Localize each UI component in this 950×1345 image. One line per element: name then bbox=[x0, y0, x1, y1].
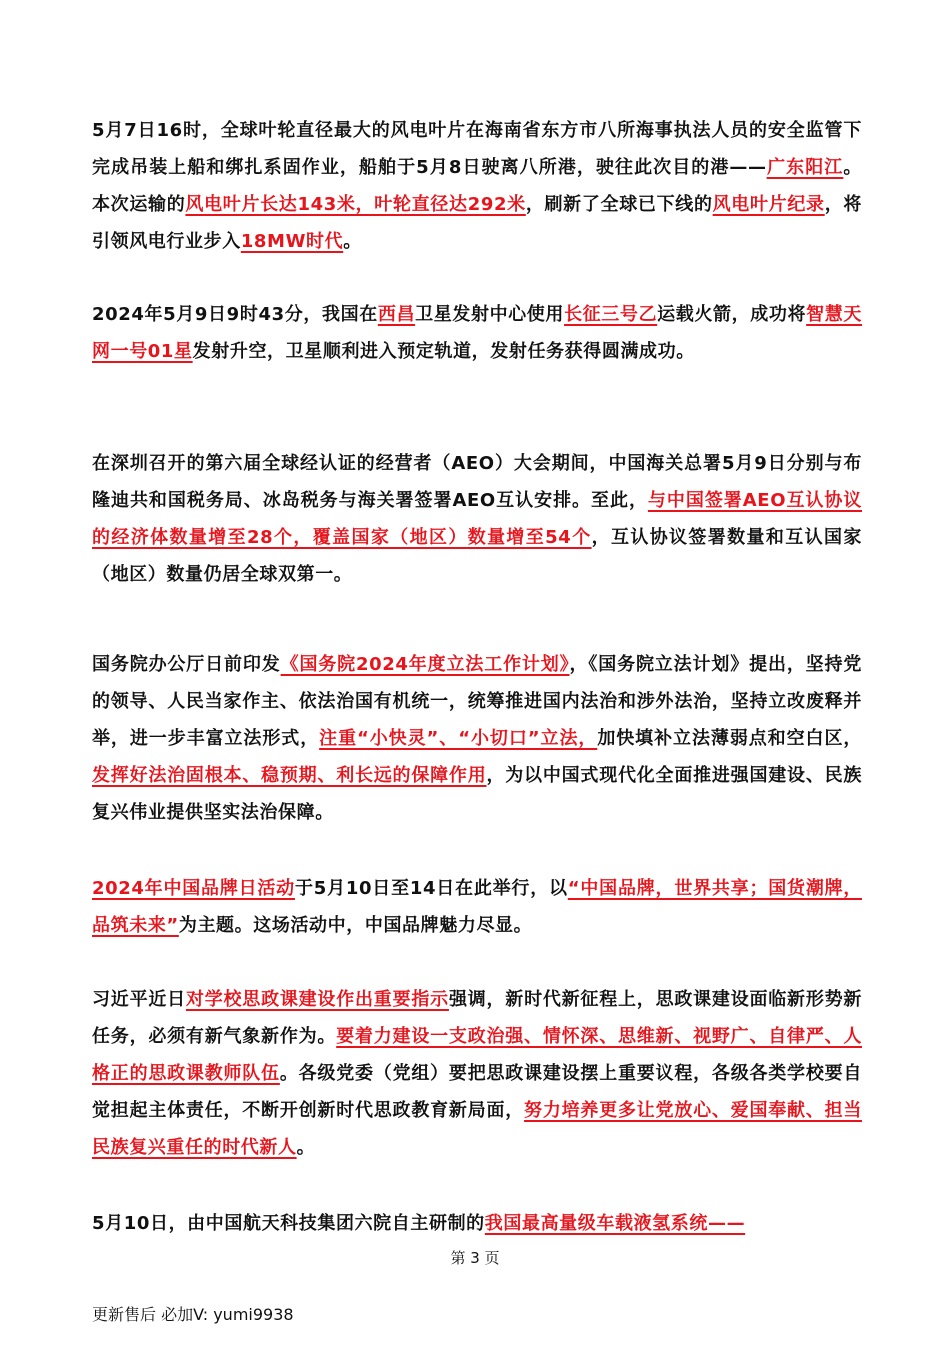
highlighted-text: 广东阳江 bbox=[766, 157, 844, 178]
paragraph-aeo-agreement bbox=[92, 445, 862, 593]
text-segment: 。本次运输的 bbox=[92, 157, 862, 215]
paragraph-ideological-course bbox=[92, 981, 862, 1166]
page-number: 第 3 页 bbox=[450, 1249, 500, 1267]
text-segment: ，互认协议签署数量和互认国家（地区）数量仍居全球双第一。 bbox=[92, 527, 862, 585]
highlighted-text: 《国务院2024年度立法工作计划》 bbox=[280, 654, 570, 675]
text-segment: 。 bbox=[296, 1137, 316, 1158]
text-segment: 发射升空，卫星顺利进入预定轨道，发射任务获得圆满成功。 bbox=[192, 341, 695, 362]
text-segment: ，为以中国式现代化全面推进强国建设、民族复兴伟业提供坚实法治保障。 bbox=[92, 765, 862, 823]
paragraph-liquid-hydrogen bbox=[92, 1205, 862, 1242]
text-segment: 。 bbox=[343, 231, 362, 252]
highlighted-text: 风电叶片纪录 bbox=[712, 194, 825, 215]
text-segment: 强调，新时代新征程上，思政课建设面临新形势新任务，必须有新气象新作为。 bbox=[92, 989, 863, 1047]
highlighted-text: 发挥好法治固根本、稳预期、利长远的保障作用 bbox=[92, 765, 487, 786]
text-segment: ，《国务院立法计划》提出，坚持党的领导、人民当家作主、依法治国有机统一，统筹推进国内法治和涉外法治，坚持立改废释并举，进一步丰富立法形式， bbox=[92, 654, 862, 749]
highlighted-text: 西昌 bbox=[377, 304, 416, 325]
text-segment: 卫星发射中心使用 bbox=[415, 304, 565, 325]
text-segment: 运载火箭，成功将 bbox=[657, 304, 807, 325]
paragraph-satellite-launch bbox=[92, 296, 862, 370]
text-segment: 2024年5月9日9时43分，我国在 bbox=[92, 304, 378, 325]
highlighted-text: 要着力建设一支政治强、情怀深、思维新、视野广、自律严、人格正的思政课教师队伍 bbox=[92, 1026, 862, 1084]
highlighted-text: 长征三号乙 bbox=[564, 304, 658, 325]
highlighted-text: 注重“小快灵”、“小切口”立法， bbox=[319, 728, 598, 749]
paragraph-wind-blade bbox=[92, 112, 862, 260]
text-segment: 于5月10日至14日在此举行，以 bbox=[294, 878, 568, 899]
text-segment: 5月7日16时，全球叶轮直径最大的风电叶片在海南省东方市八所海事执法人员的安全监管下完成吊装上船和绑扎系固作业，船舶于5月8日驶离八所港，驶往此次目的港—— bbox=[92, 120, 862, 178]
text-segment: 。各级党委（党组）要把思政课建设摆上重要议程，各级各类学校要自觉担起主体责任，不断开创新时代思政教育新局面， bbox=[92, 1063, 862, 1121]
text-segment: 加快填补立法薄弱点和空白区， bbox=[597, 728, 862, 749]
highlighted-text: 风电叶片长达143米，叶轮直径达292米 bbox=[185, 194, 526, 215]
text-segment: 在深圳召开的第六届全球经认证的经营者（AEO）大会期间，中国海关总署5月9日分别与布隆迪共和国税务局、冰岛税务与海关署签署AEO互认安排。至此， bbox=[92, 453, 862, 511]
highlighted-text: “中国品牌，世界共享；国货潮牌，品筑未来” bbox=[92, 878, 862, 936]
text-segment: ，刷新了全球已下线的 bbox=[525, 194, 713, 215]
text-segment: 国务院办公厅日前印发 bbox=[92, 654, 281, 675]
text-segment: 习近平近日 bbox=[92, 989, 186, 1010]
text-segment: 5月10日，由中国航天科技集团六院自主研制的 bbox=[92, 1213, 485, 1234]
footer-note: 更新售后 必加V: yumi9938 bbox=[92, 1305, 294, 1324]
highlighted-text: 对学校思政课建设作出重要指示 bbox=[185, 989, 449, 1010]
text-segment: ，将引领风电行业步入 bbox=[92, 194, 862, 252]
highlighted-text: 我国最高量级车载液氢系统—— bbox=[484, 1213, 746, 1234]
highlighted-text: 与中国签署AEO互认协议的经济体数量增至28个，覆盖国家（地区）数量增至54个 bbox=[92, 490, 862, 548]
highlighted-text: 努力培养更多让党放心、爱国奉献、担当民族复兴重任的时代新人 bbox=[92, 1100, 862, 1158]
paragraph-brand-day bbox=[92, 870, 862, 944]
text-segment: 为主题。这场活动中，中国品牌魅力尽显。 bbox=[178, 915, 533, 936]
highlighted-text: 智慧天网一号01星 bbox=[92, 304, 862, 362]
highlighted-text: 18MW时代 bbox=[240, 231, 344, 252]
highlighted-text: 2024年中国品牌日活动 bbox=[92, 878, 295, 899]
paragraph-legislation-plan bbox=[92, 646, 862, 831]
